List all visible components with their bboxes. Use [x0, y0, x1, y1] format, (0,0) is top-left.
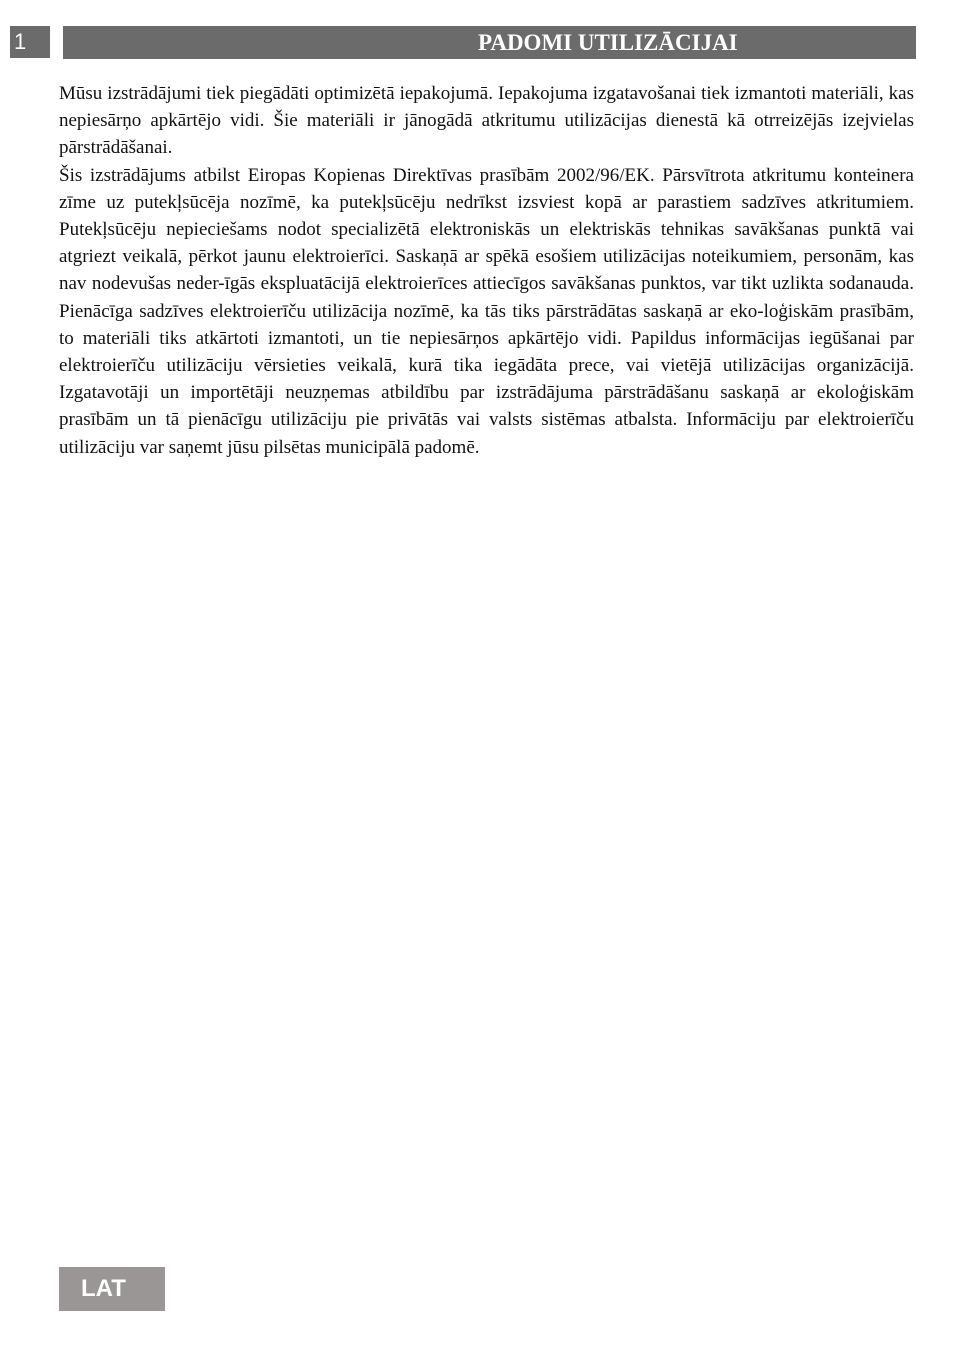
paragraph-packaging: Mūsu izstrādājumi tiek piegādāti optimizētā iepakojumā. Iepakojuma izgatavošanai tiek izmantoti materiāli, kas nepiesārņo apkārtējo vidi. Šie materiāli ir jānogādā atkritumu utilizācijas dienestā kā otrreizējās izejvielas pārstrādāšanai. — [59, 83, 914, 159]
language-badge: LAT — [59, 1267, 165, 1311]
page-number: 1 — [10, 26, 50, 58]
paragraph-directive: Šis izstrādājums atbilst Eiropas Kopienas Direktīvas prasībām 2002/96/EK. Pārsvītrota atkritumu konteinera zīme uz putekļsūcēja nozīmē, ka putekļsūcēju nedrīkst izsviest kopā ar parastiem sadzīves atkritumiem. Putekļsūcēju nepieciešams nodot specializētā elektroniskās un elektriskās tehnikas savākšanas punktā vai atgriezt veikalā, pērkot jaunu elektroierīci. Saskaņā ar spēkā esošiem utilizācijas noteikumiem, personām, kas nav nodevušas neder-īgās ekspluatācijā elektroierīces attiecīgos savākšanas punktos, var tikt uzlikta sodanauda. Pienācīga sadzīves elektroierīču utilizācija nozīmē, ka tās tiks pārstrādātas saskaņā ar eko-loģiskām prasībām, to materiāli tiks atkārtoti izmantoti, un tie nepiesārņos apkārtējo vidi. Papildus informācijas iegūšanai par elektroierīču utilizāciju vērsieties veikalā, kurā tika iegādāta prece, vai vietējā utilizācijas organizācijā. Izgatavotāji un importētāji neuzņemas atbildību par izstrādājuma pārstrādāšanu saskaņā ar ekoloģiskām prasībām un tā pienācīgu utilizāciju pie privātās vai valsts sistēmas atbalsta. Informāciju par elektroierīču utilizāciju var saņemt jūsu pilsētas municipālā padomē. — [59, 164, 914, 458]
page-title: PADOMI UTILIZĀCIJAI — [63, 26, 916, 59]
document-body — [59, 80, 914, 461]
